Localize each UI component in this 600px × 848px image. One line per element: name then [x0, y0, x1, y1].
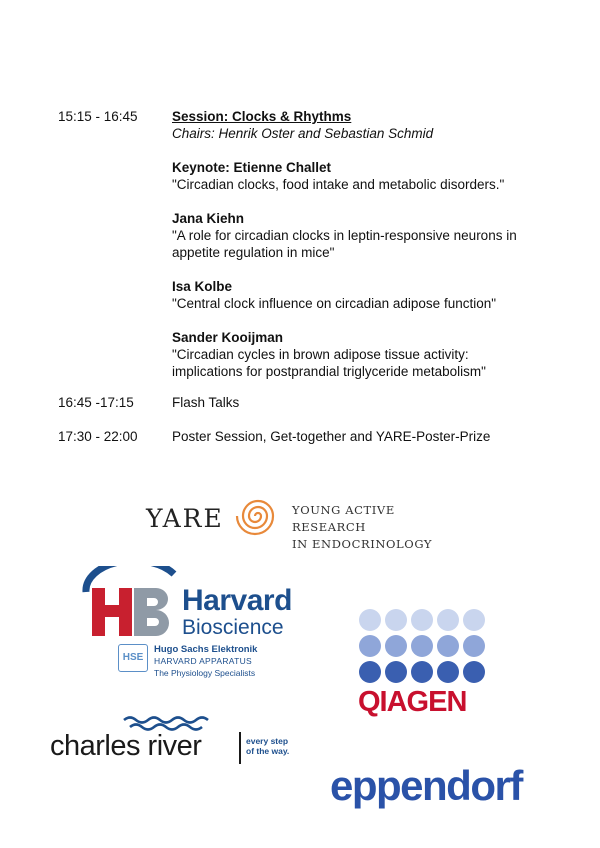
- hse-slogan: The Physiology Specialists: [154, 668, 256, 678]
- talk-item: [172, 159, 558, 193]
- qiagen-dot: [359, 661, 381, 683]
- harvard-bioscience-logo: [78, 566, 314, 690]
- session-content: [172, 108, 558, 380]
- charles-river-logo: [50, 714, 310, 770]
- talk-title: appetite regulation in mice": [172, 245, 335, 260]
- yare-tagline-line2: IN ENDOCRINOLOGY: [292, 537, 433, 551]
- qiagen-dots-icon: [358, 608, 492, 688]
- hse-name: Hugo Sachs Elektronik: [154, 644, 258, 655]
- qiagen-wordmark: QIAGEN: [358, 686, 467, 718]
- poster-time: 17:30 - 22:00: [58, 429, 138, 444]
- qiagen-dot: [437, 609, 459, 631]
- qiagen-logo: [358, 608, 492, 720]
- yare-logo: [146, 490, 466, 551]
- qiagen-dot: [359, 609, 381, 631]
- yare-wordmark: YARE: [146, 504, 224, 533]
- session-row: [58, 108, 558, 380]
- bioscience-wordmark: Bioscience: [182, 616, 284, 639]
- flash-time: 16:45 -17:15: [58, 395, 134, 410]
- talk-title: "Circadian cycles in brown adipose tissue activity:: [172, 347, 469, 362]
- qiagen-dot: [437, 635, 459, 657]
- yare-tagline: [292, 502, 466, 553]
- hse-apparatus: HARVARD APPARATUS: [154, 656, 252, 666]
- cr-tagline-line1: every step: [246, 736, 289, 746]
- qiagen-dot: [411, 635, 433, 657]
- hse-mark: HSE: [118, 644, 148, 672]
- talk-title: "Circadian clocks, food intake and metabolic disorders.": [172, 177, 505, 192]
- talk-item: [172, 210, 558, 261]
- qiagen-dot: [411, 609, 433, 631]
- program-schedule: [58, 108, 558, 445]
- session-chairs: Chairs: Henrik Oster and Sebastian Schmid: [172, 126, 434, 141]
- cr-tagline-line2: of the way.: [246, 746, 290, 756]
- yare-tagline-line1: YOUNG ACTIVE RESEARCH: [292, 503, 395, 534]
- charles-river-tagline: [246, 736, 289, 756]
- divider: [239, 732, 241, 764]
- talk-title: implications for postprandial triglyceride metabolism": [172, 364, 486, 379]
- talk-item: [172, 329, 558, 380]
- qiagen-dot: [411, 661, 433, 683]
- talk-title: "A role for circadian clocks in leptin-responsive neurons in: [172, 228, 517, 243]
- hb-mark-icon: [78, 566, 182, 642]
- session-time: 15:15 - 16:45: [58, 109, 138, 124]
- qiagen-dot: [437, 661, 459, 683]
- qiagen-dot: [385, 609, 407, 631]
- qiagen-dot: [463, 661, 485, 683]
- talk-speaker: Isa Kolbe: [172, 279, 233, 294]
- charles-river-wordmark: charles river: [50, 730, 202, 762]
- qiagen-dot: [463, 635, 485, 657]
- talk-item: [172, 278, 558, 312]
- flash-talks-row: [58, 394, 558, 411]
- eppendorf-logo: [330, 762, 560, 812]
- talk-title: "Central clock influence on circadian adipose function": [172, 296, 497, 311]
- poster-label: Poster Session, Get-together and YARE-Poster-Prize: [172, 429, 491, 444]
- session-title: Session: Clocks & Rhythms: [172, 109, 352, 124]
- poster-session-row: [58, 428, 558, 445]
- talk-speaker: Jana Kiehn: [172, 211, 245, 226]
- spiral-icon: [232, 492, 284, 540]
- qiagen-dot: [385, 661, 407, 683]
- talk-speaker: Keynote: Etienne Challet: [172, 160, 332, 175]
- harvard-wordmark: Harvard: [182, 584, 292, 617]
- flash-label: Flash Talks: [172, 395, 240, 410]
- qiagen-dot: [359, 635, 381, 657]
- eppendorf-wordmark: eppendorf: [330, 762, 522, 809]
- qiagen-dot: [385, 635, 407, 657]
- qiagen-dot: [463, 609, 485, 631]
- talk-speaker: Sander Kooijman: [172, 330, 284, 345]
